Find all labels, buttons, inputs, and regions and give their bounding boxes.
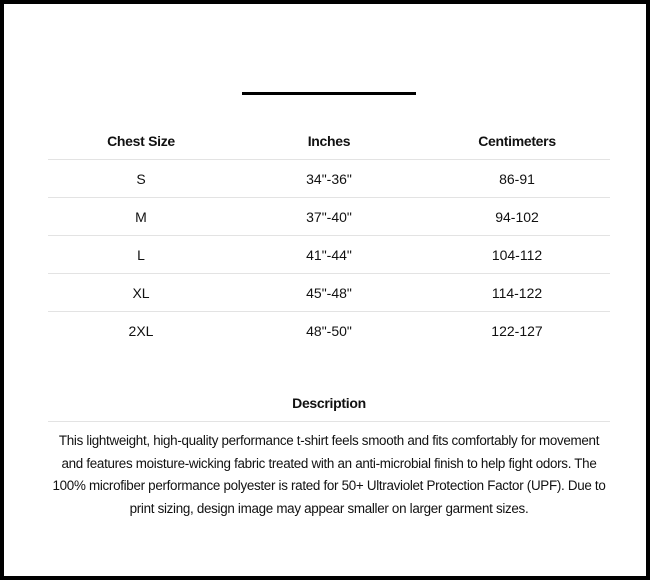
centimeters-cell: 94-102 [495, 208, 539, 225]
size-chart-card [4, 4, 646, 576]
header-inches: Inches [307, 132, 351, 149]
description-heading: Description [48, 384, 610, 422]
centimeters-cell: 114-122 [491, 284, 543, 301]
centimeters-cell: 122-127 [491, 323, 543, 339]
inches-cell: 45"-48" [306, 284, 352, 301]
size-cell: XL [132, 284, 150, 301]
inches-cell: 37"-40" [306, 208, 352, 225]
size-cell: S [136, 170, 146, 187]
size-chart-table [48, 122, 610, 350]
title-underline-divider [242, 92, 416, 95]
table-row [48, 198, 610, 236]
size-cell: L [137, 246, 145, 263]
table-row [48, 160, 610, 198]
size-cell: M [135, 208, 147, 225]
inches-cell: 48"-50" [306, 323, 352, 339]
size-cell: 2XL [128, 323, 154, 339]
centimeters-cell: 104-112 [491, 246, 543, 263]
table-row [48, 312, 610, 350]
table-row [48, 236, 610, 274]
header-centimeters: Centimeters [478, 132, 556, 149]
inches-cell: 41"-44" [306, 246, 352, 263]
table-row [48, 274, 610, 312]
table-header-row [48, 122, 610, 160]
description-text: This lightweight, high-quality performance t-shirt feels smooth and fits comfortably for movement and features moisture-wicking fabric treated with an anti-microbial finish to help fight odors. The 100% microfiber performance polyester is rated for 50+ Ultraviolet Protection Factor (UPF). Due to print sizing, design image may appear smaller on larger garment sizes. [52, 433, 606, 516]
header-chest-size: Chest Size [107, 132, 175, 149]
inches-cell: 34"-36" [306, 170, 352, 187]
centimeters-cell: 86-91 [499, 170, 535, 187]
